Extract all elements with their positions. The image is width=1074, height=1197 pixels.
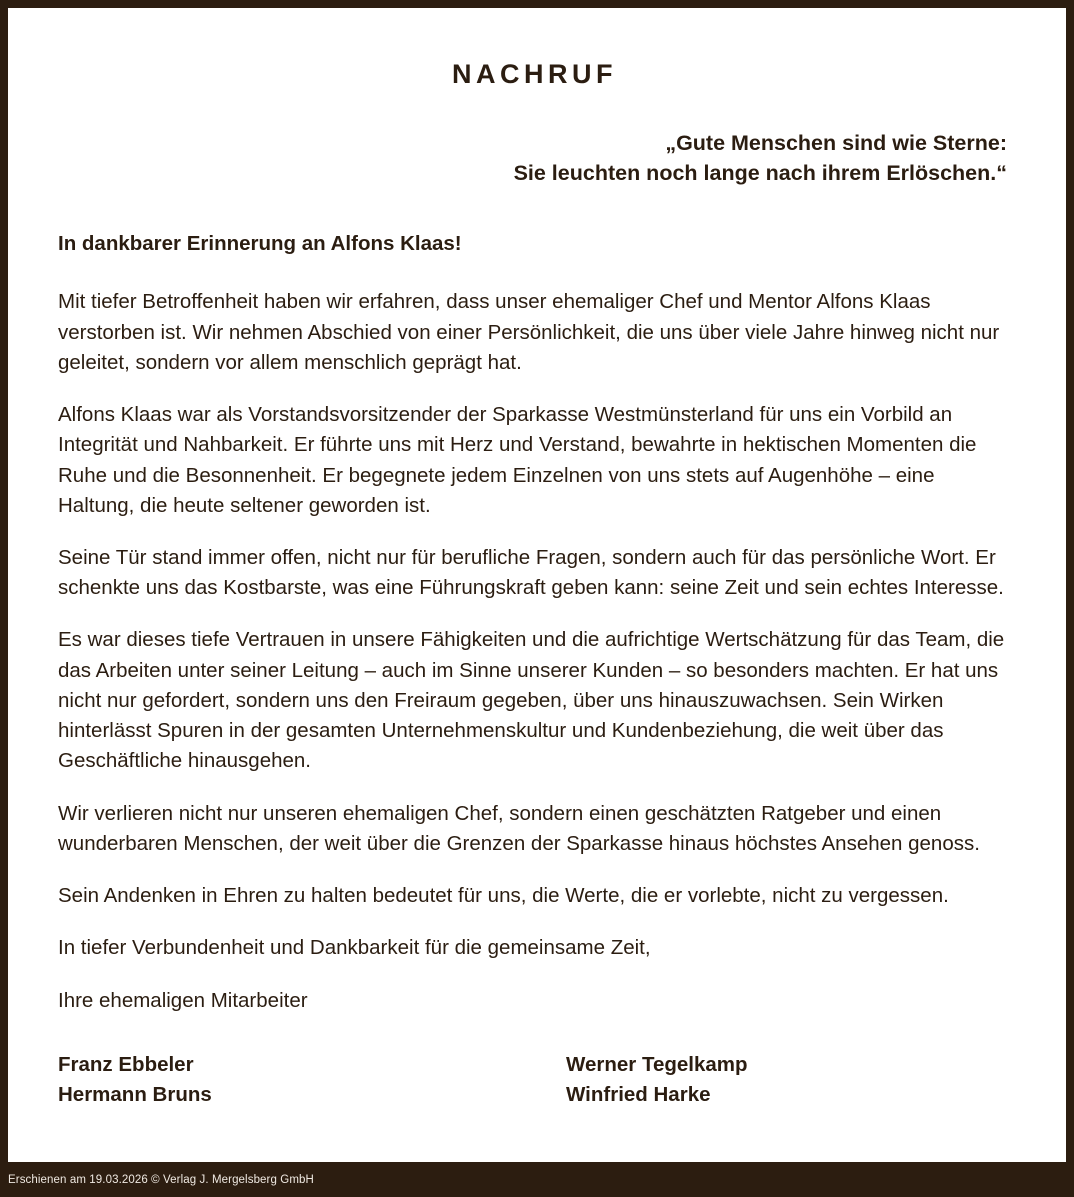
obituary-content — [8, 8, 1066, 1162]
body-paragraph: Mit tiefer Betroffenheit haben wir erfahren, dass unser ehemaliger Chef und Mentor Alfons Klaas verstorben ist. Wir nehmen Abschied von einer Persönlichkeit, die uns über viele Jahre hinweg nicht nur geleitet, sondern vor allem menschlich geprägt hat. — [58, 290, 1000, 374]
closing-line: In tiefer Verbundenheit und Dankbarkeit für die gemeinsame Zeit, — [58, 936, 651, 960]
memorial-quote — [58, 128, 1007, 189]
publication-info: Erschienen am 19.03.2026 © Verlag J. Mergelsberg GmbH — [8, 1173, 314, 1186]
signature-block — [58, 1050, 1011, 1109]
signature-column-left — [58, 1050, 566, 1109]
body-paragraph: Alfons Klaas war als Vorstandsvorsitzender der Sparkasse Westmünsterland für uns ein Vorbild an Integrität und Nahbarkeit. Er führte uns mit Herz und Verstand, bewahrte in hektischen Momenten die Ruhe und die Besonnenheit. Er begegnete jedem Einzelnen von uns stets auf Augenhöhe – eine Haltung, die heute seltener geworden ist. — [58, 403, 977, 517]
page-title: NACHRUF — [452, 59, 617, 89]
body-paragraph: Seine Tür stand immer offen, nicht nur für berufliche Fragen, sondern auch für das persönliche Wort. Er schenkte uns das Kostbarste, was eine Führungskraft geben kann: seine Zeit und sein echtes Interesse. — [58, 545, 1004, 600]
quote-line-2: Sie leuchten noch lange nach ihrem Erlöschen.“ — [513, 161, 1007, 186]
signatory-name: Hermann Bruns — [58, 1082, 212, 1106]
publication-footer — [0, 1162, 1074, 1197]
body-paragraph: Sein Andenken in Ehren zu halten bedeutet für uns, die Werte, die er vorlebte, nicht zu vergessen. — [58, 884, 949, 908]
signatory-group-label: Ihre ehemaligen Mitarbeiter — [58, 988, 308, 1012]
body-paragraph: Wir verlieren nicht nur unseren ehemaligen Chef, sondern einen geschätzten Ratgeber und einen wunderbaren Menschen, der weit über die Grenzen der Sparkasse hinaus höchstes Ansehen genoss. — [58, 801, 980, 855]
quote-line-1: „Gute Menschen sind wie Sterne: — [665, 130, 1007, 155]
signatory-name: Winfried Harke — [566, 1082, 711, 1106]
signature-column-right — [566, 1050, 748, 1109]
dedication-heading: In dankbarer Erinnerung an Alfons Klaas! — [58, 231, 462, 255]
signatory-name: Werner Tegelkamp — [566, 1052, 748, 1076]
body-paragraph: Es war dieses tiefe Vertrauen in unsere Fähigkeiten und die aufrichtige Wertschätzung für das Team, die das Arbeiten unter seiner Leitung – auch im Sinne unserer Kunden – so besonders machten. Er hat uns nicht nur gefordert, sondern uns den Freiraum gegeben, über uns hinauszuwachsen. Sein Wirken hinterlässt Spuren in der gesamten Unternehmenskultur und Kundenbeziehung, die weit über das Geschäftliche hinausgehen. — [58, 628, 1005, 773]
signatory-name: Franz Ebbeler — [58, 1052, 194, 1076]
